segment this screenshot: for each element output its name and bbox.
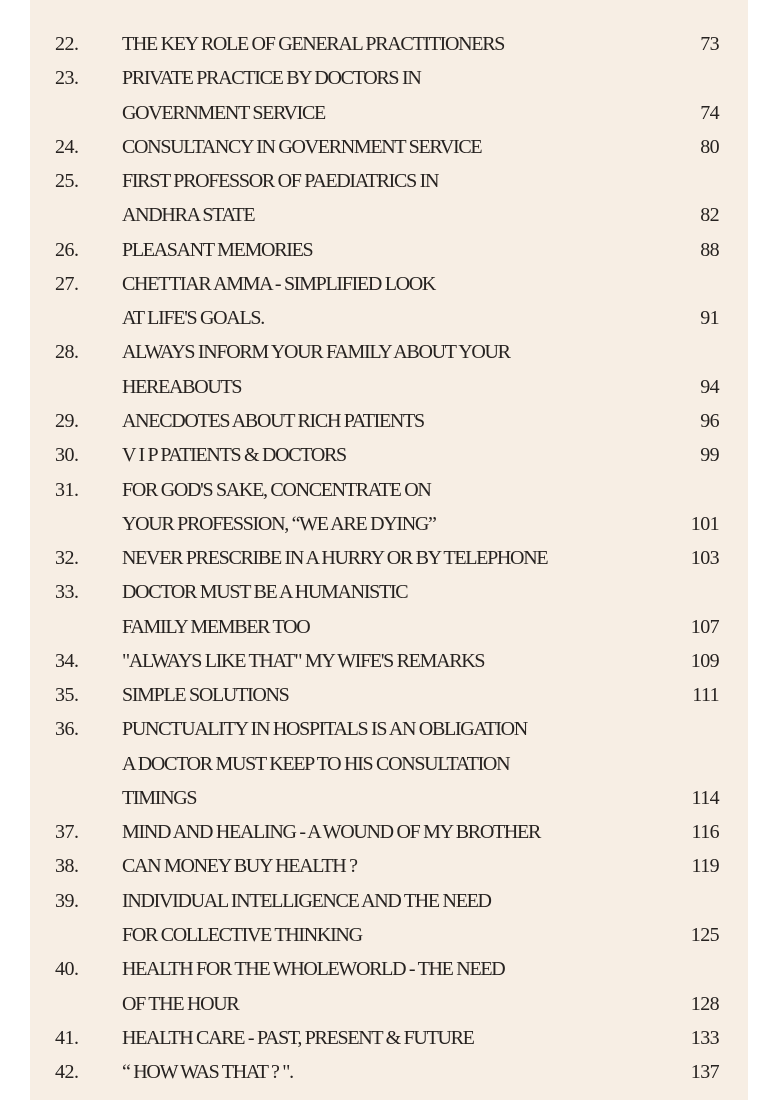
page-number: 91 — [700, 307, 719, 330]
chapter-title: FAMILY MEMBER TOO — [122, 615, 310, 638]
chapter-title: FOR GOD'S SAKE, CONCENTRATE ON — [122, 478, 431, 501]
chapter-number: 26. — [55, 238, 79, 261]
chapter-title: HEALTH CARE - PAST, PRESENT & FUTURE — [122, 1026, 474, 1049]
toc-entry-line — [0, 884, 780, 918]
chapter-number: 29. — [55, 409, 79, 432]
chapter-number: 38. — [55, 855, 79, 878]
chapter-number: 27. — [55, 272, 79, 295]
chapter-number: 32. — [55, 547, 79, 570]
toc-entry-line — [0, 164, 780, 198]
toc-entry-line — [0, 130, 780, 164]
chapter-title: FOR COLLECTIVE THINKING — [122, 924, 362, 947]
chapter-number: 40. — [55, 958, 79, 981]
chapter-title: HEREABOUTS — [122, 375, 242, 398]
page-number: 96 — [700, 409, 719, 432]
page-number: 114 — [691, 786, 719, 809]
page-number: 73 — [700, 33, 719, 55]
chapter-title: ALWAYS INFORM YOUR FAMILY ABOUT YOUR — [122, 341, 510, 364]
page-number: 107 — [690, 615, 719, 638]
toc-entry-line — [0, 233, 780, 267]
chapter-title: MIND AND HEALING - A WOUND OF MY BROTHER — [122, 821, 541, 844]
page-number: 125 — [690, 924, 719, 947]
chapter-title: AT LIFE'S GOALS. — [122, 307, 264, 330]
page-number: 116 — [691, 821, 719, 844]
chapter-number: 30. — [55, 444, 79, 467]
chapter-title: ANECDOTES ABOUT RICH PATIENTS — [122, 409, 424, 432]
chapter-number: 39. — [55, 889, 79, 912]
chapter-title: DOCTOR MUST BE A HUMANISTIC — [122, 581, 408, 604]
chapter-title: SIMPLE SOLUTIONS — [122, 684, 289, 707]
toc-entry-line — [0, 1021, 780, 1055]
toc-entry-line — [0, 1055, 780, 1089]
chapter-number: 36. — [55, 718, 79, 741]
chapter-title: OF THE HOUR — [122, 992, 239, 1015]
chapter-number: 41. — [55, 1026, 79, 1049]
toc-entry-line — [0, 438, 780, 472]
page-number: 101 — [690, 512, 719, 535]
toc-entry-line — [0, 507, 780, 541]
chapter-title: CHETTIAR AMMA - SIMPLIFIED LOOK — [122, 272, 436, 295]
toc-entry-line — [0, 267, 780, 301]
page-number: 74 — [700, 101, 719, 124]
chapter-number: 37. — [55, 821, 79, 844]
page-number: 99 — [700, 444, 719, 467]
page-number: 82 — [700, 204, 719, 227]
chapter-number: 28. — [55, 341, 79, 364]
toc-entry-line — [0, 610, 780, 644]
toc-entry-line — [0, 473, 780, 507]
page-number: 88 — [700, 238, 719, 261]
chapter-title: ANDHRA STATE — [122, 204, 255, 227]
toc-entry-line — [0, 198, 780, 232]
chapter-title: PRIVATE PRACTICE BY DOCTORS IN — [122, 67, 421, 90]
page-number: 119 — [691, 855, 719, 878]
chapter-title: HEALTH FOR THE WHOLEWORLD - THE NEED — [122, 958, 505, 981]
toc-entry-line — [0, 301, 780, 335]
toc-entry-line — [0, 849, 780, 883]
chapter-number: 35. — [55, 684, 79, 707]
page-number: 128 — [690, 992, 719, 1015]
toc-entry-line — [0, 370, 780, 404]
chapter-number: 22. — [55, 33, 79, 55]
page-number: 94 — [700, 375, 719, 398]
chapter-number: 42. — [55, 1061, 79, 1084]
chapter-title: V I P PATIENTS & DOCTORS — [122, 444, 346, 467]
toc-entry-line — [0, 61, 780, 95]
chapter-number: 34. — [55, 649, 79, 672]
toc-entry-line — [0, 815, 780, 849]
toc-entry-line — [0, 987, 780, 1021]
page-number: 133 — [690, 1026, 719, 1049]
toc-entry-line — [0, 575, 780, 609]
chapter-title: TIMINGS — [122, 786, 197, 809]
page-number: 103 — [690, 547, 719, 570]
toc-entry-line — [0, 644, 780, 678]
toc-entry-line — [0, 27, 780, 61]
chapter-number: 31. — [55, 478, 79, 501]
toc-entry-line — [0, 952, 780, 986]
page-number: 111 — [692, 684, 719, 707]
chapter-title: YOUR PROFESSION, “WE ARE DYING” — [122, 512, 436, 535]
toc-entry-line — [0, 678, 780, 712]
chapter-title: PLEASANT MEMORIES — [122, 238, 313, 261]
toc-entry-line — [0, 541, 780, 575]
chapter-number: 23. — [55, 67, 79, 90]
toc-entry-line — [0, 712, 780, 746]
chapter-number: 25. — [55, 170, 79, 193]
chapter-title: FIRST PROFESSOR OF PAEDIATRICS IN — [122, 170, 439, 193]
toc-entry-line — [0, 781, 780, 815]
chapter-title: GOVERNMENT SERVICE — [122, 101, 325, 124]
chapter-number: 24. — [55, 135, 79, 158]
chapter-title: CONSULTANCY IN GOVERNMENT SERVICE — [122, 135, 482, 158]
chapter-title: INDIVIDUAL INTELLIGENCE AND THE NEED — [122, 889, 491, 912]
page-number: 109 — [690, 649, 719, 672]
chapter-title: A DOCTOR MUST KEEP TO HIS CONSULTATION — [122, 752, 510, 775]
toc-entry-line — [0, 96, 780, 130]
chapter-title: “ HOW WAS THAT ? ". — [122, 1061, 293, 1084]
toc-entry-line — [0, 918, 780, 952]
toc-entry-line — [0, 747, 780, 781]
chapter-title: THE KEY ROLE OF GENERAL PRACTITIONERS — [122, 33, 505, 55]
chapter-title: PUNCTUALITY IN HOSPITALS IS AN OBLIGATION — [122, 718, 527, 741]
toc-entry-line — [0, 404, 780, 438]
chapter-title: NEVER PRESCRIBE IN A HURRY OR BY TELEPHONE — [122, 547, 548, 570]
chapter-title: CAN MONEY BUY HEALTH ? — [122, 855, 357, 878]
chapter-title: "ALWAYS LIKE THAT" MY WIFE'S REMARKS — [122, 649, 485, 672]
chapter-number: 33. — [55, 581, 79, 604]
toc-entry-line — [0, 335, 780, 369]
page-number: 137 — [690, 1061, 719, 1084]
page-number: 80 — [700, 135, 719, 158]
